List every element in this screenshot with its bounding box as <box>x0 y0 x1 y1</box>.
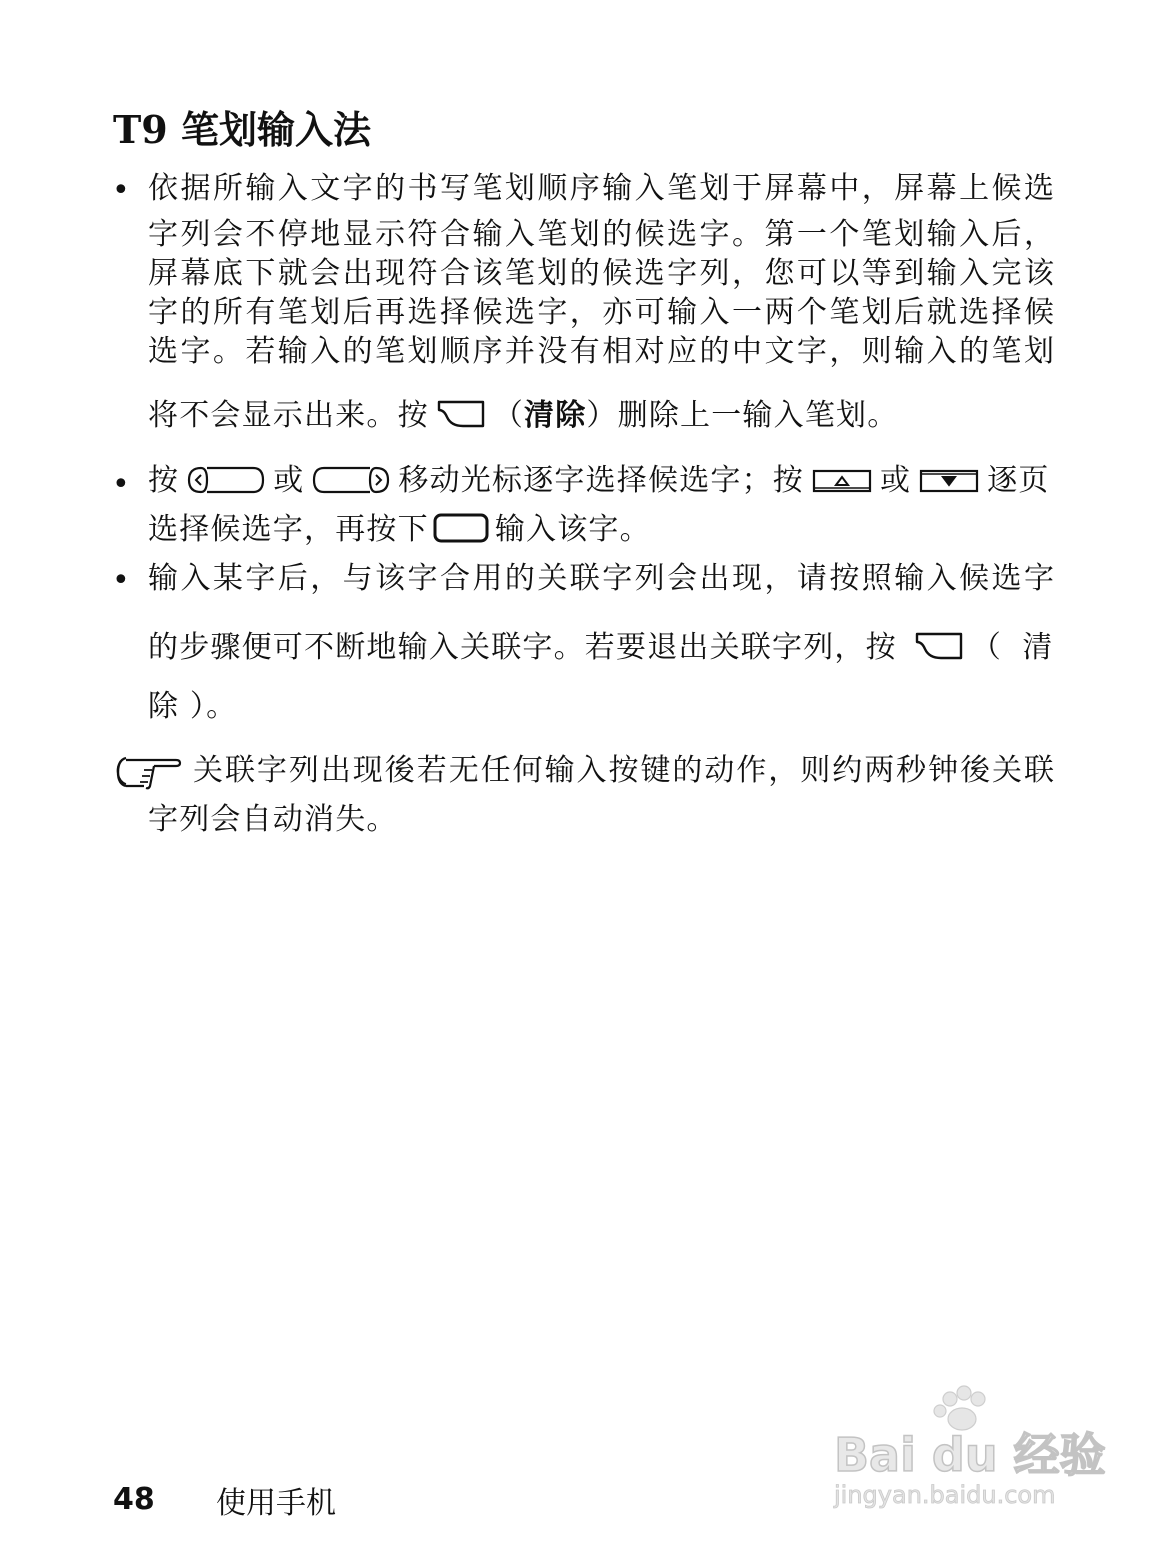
watermark-brand: Bai du 经验 <box>834 1428 1106 1482</box>
bullet-dot: • <box>112 563 130 598</box>
clear-softkey-icon <box>915 631 963 661</box>
nav-down-key-icon <box>919 468 979 494</box>
paragraph-line: 输入某字后，与该字合用的关联字列会出现，请按照输入候选字 <box>148 561 1054 596</box>
baidu-watermark-logo <box>830 1385 1120 1515</box>
watermark-url: jingyan.baidu.com <box>834 1481 1056 1509</box>
paragraph-line: 字的所有笔划后再选择候选字，亦可输入一两个笔划后就选择候 <box>148 295 1054 330</box>
paragraph-line: 除 ）。 <box>148 689 238 724</box>
paragraph-line: 选字。若输入的笔划顺序并没有相对应的中文字，则输入的笔划 <box>148 334 1054 369</box>
text-span: 或 <box>273 463 305 498</box>
page-title: T9 笔划输入法 <box>113 107 371 152</box>
text-span: 的步骤便可不断地输入关联字。若要退出关联字列，按 <box>148 630 897 665</box>
bullet-dot: • <box>112 467 130 502</box>
text-span: 删除上一输入笔划。 <box>617 398 899 433</box>
text-span: （ <box>492 398 525 433</box>
note-line: 关联字列出现後若无任何输入按键的动作，则约两秒钟後关联 <box>193 753 1054 788</box>
bullet-dot: • <box>112 173 130 208</box>
text-span: 逐页 <box>987 463 1050 498</box>
text-span: 输入该字。 <box>494 512 651 547</box>
section-name: 使用手机 <box>216 1486 336 1521</box>
nav-left-key-icon <box>187 466 265 494</box>
paragraph-line: 屏幕底下就会出现符合该笔划的候选字列，您可以等到输入完该 <box>148 256 1054 291</box>
paragraph-line <box>148 511 651 549</box>
paragraph-line: 依据所输入文字的书写笔划顺序输入笔划于屏幕中，屏幕上候选 <box>148 171 1054 206</box>
text-span: 按 <box>148 463 180 498</box>
paragraph-line: 字列会不停地显示符合输入笔划的候选字。第一个笔划输入后， <box>148 217 1054 252</box>
text-span: （ 清 <box>970 630 1059 665</box>
text-span: 选择候选字，再按下 <box>148 512 429 547</box>
clear-softkey-icon <box>437 399 485 429</box>
page-number: 48 <box>113 1482 155 1517</box>
note-line: 字列会自动消失。 <box>148 802 398 837</box>
text-span: 移动光标逐字选择候选字；按 <box>398 463 805 498</box>
paragraph-line <box>148 462 1050 500</box>
paragraph-line <box>148 629 1059 667</box>
text-span: ） <box>586 398 618 433</box>
text-span: 或 <box>880 463 912 498</box>
nav-up-key-icon <box>812 468 872 494</box>
nav-right-key-icon <box>312 466 390 494</box>
clear-label: 清除 <box>524 398 587 433</box>
paragraph-line <box>148 397 898 435</box>
ok-key-icon <box>433 513 489 543</box>
text-span: 将不会显示出来。按 <box>148 398 429 433</box>
pointing-hand-icon <box>114 752 182 796</box>
